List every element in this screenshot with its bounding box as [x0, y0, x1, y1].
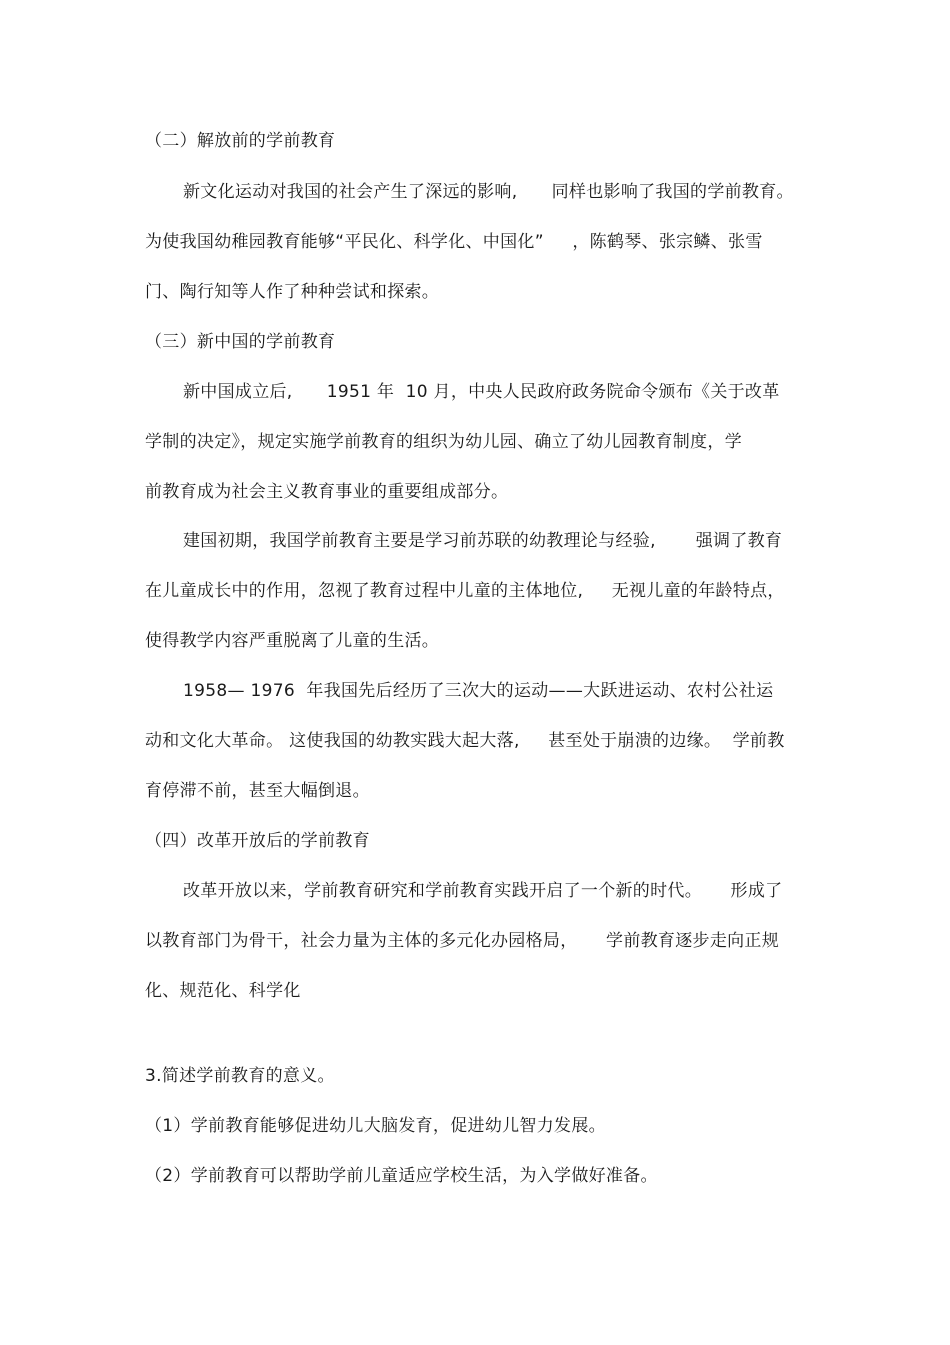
paragraph-line: 学制的决定》，规定实施学前教育的组织为幼儿园、确立了幼儿园教育制度，学 — [145, 432, 742, 452]
paragraph-line: 建国初期，我国学前教育主要是学习前苏联的幼教理论与经验, 强调了教育 — [183, 531, 783, 551]
section-heading-4: （四）改革开放后的学前教育 — [145, 831, 370, 851]
list-item: （2）学前教育可以帮助学前儿童适应学校生活，为入学做好准备。 — [145, 1166, 658, 1186]
paragraph-line: 1958— 1976 年我国先后经历了三次大的运动——大跃进运动、农村公社运 — [183, 681, 774, 701]
paragraph-line: 以教育部门为骨干，社会力量为主体的多元化办园格局， 学前教育逐步走向正规 — [145, 931, 780, 951]
paragraph-line: 在儿童成长中的作用，忽视了教育过程中儿童的主体地位, 无视儿童的年龄特点， — [145, 581, 785, 601]
question-heading: 3.简述学前教育的意义。 — [145, 1066, 335, 1086]
section-heading-2: （二）解放前的学前教育 — [145, 131, 336, 151]
paragraph-line: 前教育成为社会主义教育事业的重要组成部分。 — [145, 482, 509, 502]
paragraph-line: 使得教学内容严重脱离了儿童的生活。 — [145, 631, 440, 651]
section-heading-3: （三）新中国的学前教育 — [145, 332, 336, 352]
list-item: （1）学前教育能够促进幼儿大脑发育，促进幼儿智力发展。 — [145, 1116, 606, 1136]
paragraph-line: 化、规范化、科学化 — [145, 981, 301, 1001]
paragraph-line: 新中国成立后, 1951 年 10 月，中央人民政府政务院命令颁布《关于改革 — [183, 382, 780, 402]
paragraph-line: 动和文化大革命。 这使我国的幼教实践大起大落, 甚至处于崩溃的边缘。 学前教 — [145, 731, 785, 751]
paragraph-line: 门、陶行知等人作了种种尝试和探索。 — [145, 282, 440, 302]
paragraph-line: 改革开放以来，学前教育研究和学前教育实践开启了一个新的时代。 形成了 — [183, 881, 783, 901]
paragraph-line: 新文化运动对我国的社会产生了深远的影响, 同样也影响了我国的学前教育。 — [183, 182, 794, 202]
paragraph-line: 为使我国幼稚园教育能够“平民化、科学化、中国化” ，陈鹤琴、张宗鳞、张雪 — [145, 232, 763, 252]
paragraph-line: 育停滞不前，甚至大幅倒退。 — [145, 781, 370, 801]
